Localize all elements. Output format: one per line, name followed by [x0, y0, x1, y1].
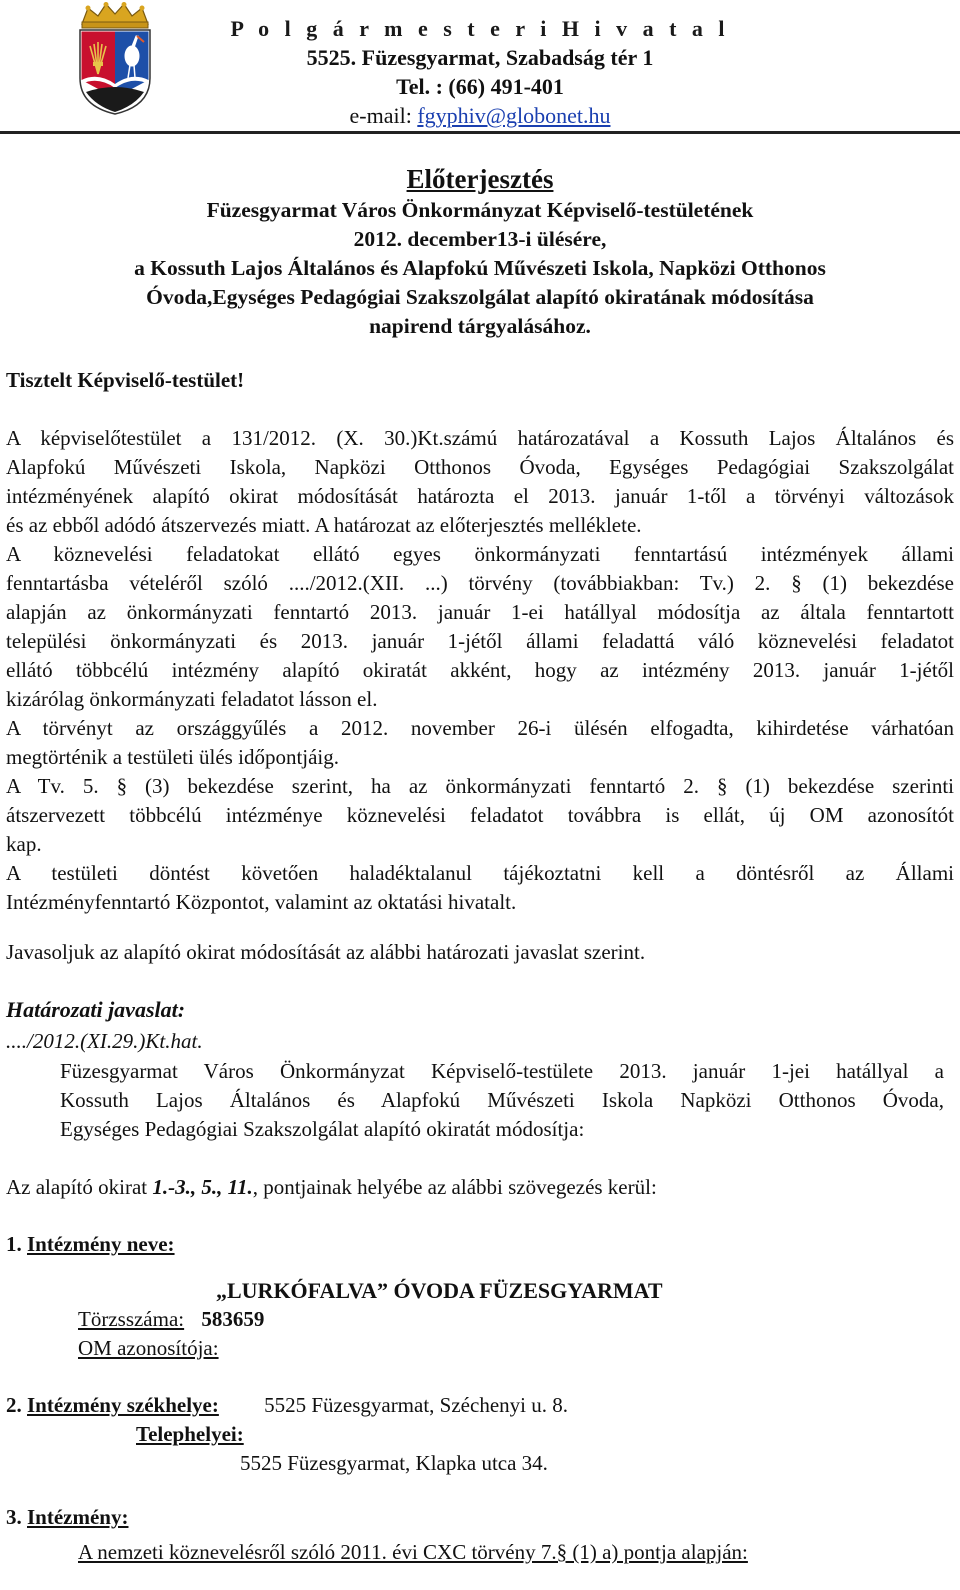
email-link[interactable]: fgyphiv@globonet.hu — [417, 103, 611, 128]
title-line: 2012. december13-i ülésére, — [353, 227, 607, 251]
title-line: Füzesgyarmat Város Önkormányzat Képviselő-testületének — [206, 198, 754, 222]
body-line: alapján az önkormányzati fenntartó 2013. január 1-ei hatállyal módosítja az általa fenntartott — [6, 600, 954, 624]
item-label: Intézmény székhelye: — [27, 1393, 219, 1417]
institution-name: „LURKÓFALVA” ÓVODA FÜZESGYARMAT — [216, 1278, 663, 1303]
seat-address: 5525 Füzesgyarmat, Széchenyi u. 8. — [264, 1393, 568, 1417]
document-heading: Előterjesztés — [406, 164, 554, 194]
office-phone: Tel. : (66) 491-401 — [396, 74, 564, 99]
om-row — [78, 1334, 678, 1363]
body-line: települési önkormányzati és 2013. január 1-jétől állami feladattá váló köznevelési feladatot — [6, 629, 954, 653]
points-suffix: , pontjainak helyébe az alábbi szövegezés kerül: — [252, 1175, 657, 1199]
points-line — [6, 1173, 954, 1202]
body-line: Alapfokú Művészeti Iskola, Napközi Otthonos Óvoda, Egységes Pedagógiai Szakszolgálat — [6, 455, 954, 479]
resolution-line: Kossuth Lajos Általános és Alapfokú Művészeti Iskola Napközi Otthonos Óvoda, — [60, 1088, 944, 1112]
body-text — [6, 424, 954, 917]
resolution-line: Füzesgyarmat Város Önkormányzat Képviselő-testülete 2013. január 1-jei hatállyal a — [60, 1059, 944, 1083]
title-line: Óvoda,Egységes Pedagógiai Szakszolgálat alapító okiratának módosítása — [146, 285, 814, 309]
body-line: Intézményfenntartó Központot, valamint az oktatási hivatalt. — [6, 890, 517, 914]
resolution-text — [60, 1057, 944, 1144]
points-prefix: Az alapító okirat — [6, 1175, 153, 1199]
resolution-number: ..../2012.(XI.29.)Kt.hat. — [6, 1029, 203, 1053]
om-label: OM azonosítója: — [78, 1336, 219, 1360]
registry-value: 583659 — [201, 1307, 265, 1331]
site-address: 5525 Füzesgyarmat, Klapka utca 34. — [240, 1451, 548, 1475]
office-email — [230, 101, 730, 130]
law-reference: A nemzeti köznevelésről szóló 2011. évi CXC törvény 7.§ (1) a) pontja alapján: — [78, 1540, 748, 1564]
item-number: 3. — [6, 1505, 27, 1529]
body-line: A képviselőtestület a 131/2012. (X. 30.)Kt.számú határozatával a Kossuth Lajos Általános és — [6, 426, 954, 450]
salutation: Tisztelt Képviselő-testület! — [6, 368, 245, 392]
body-line: A köznevelési feladatokat ellátó egyes önkormányzati fenntartású intézmények állami — [6, 542, 954, 566]
title-line: napirend tárgyalásához. — [369, 314, 591, 338]
office-name: P o l g á r m e s t e r i H i v a t a l — [230, 16, 730, 41]
item-number: 1. — [6, 1232, 27, 1256]
item-number: 2. — [6, 1393, 27, 1417]
body-line: fenntartásba vételéről szóló ..../2012.(XII. ...) törvény (továbbiakban: Tv.) 2. § (1) bekezdése — [6, 571, 954, 595]
resolution-heading: Határozati javaslat: — [6, 997, 186, 1022]
item-2-heading — [6, 1391, 954, 1420]
body-line: megtörténik a testületi ülés időpontjáig. — [6, 745, 340, 769]
points-list: 1.-3., 5., 11. — [152, 1175, 253, 1199]
proposal-intro: Javasoljuk az alapító okirat módosítását az alábbi határozati javaslat szerint. — [6, 940, 646, 964]
body-line: A Tv. 5. § (3) bekezdése szerint, ha az önkormányzati fenntartó 2. § (1) bekezdése szerinti — [6, 774, 954, 798]
item-label: Intézmény: — [27, 1505, 129, 1529]
body-line: kap. — [6, 832, 42, 856]
registry-row — [78, 1305, 678, 1334]
body-line: átszervezett többcélú intézménye köznevelési feladatot továbbra is ellát, új OM azonosítót — [6, 803, 954, 827]
body-line: kizárólag önkormányzati feladatot lásson el. — [6, 687, 378, 711]
item-1-heading — [6, 1230, 954, 1259]
body-line: ellátó többcélú intézmény alapító okiratát akként, hogy az intézmény 2013. január 1-jétől — [6, 658, 954, 682]
body-line: és az ebből adódó átszervezés miatt. A határozat az előterjesztés melléklete. — [6, 513, 642, 537]
header-divider — [0, 131, 960, 134]
registry-label: Törzsszáma: — [78, 1307, 185, 1331]
title-line: a Kossuth Lajos Általános és Alapfokú Művészeti Iskola, Napközi Otthonos — [134, 256, 826, 280]
coat-of-arms — [74, 2, 156, 116]
body-line: A testületi döntést követően haladéktalanul tájékoztatni kell a döntésről az Állami — [6, 861, 954, 885]
crown-icon — [82, 2, 148, 28]
item-label: Intézmény neve: — [27, 1232, 175, 1256]
email-label: e-mail: — [349, 103, 418, 128]
office-address: 5525. Füzesgyarmat, Szabadság tér 1 — [306, 45, 654, 70]
title-block — [10, 162, 950, 341]
body-line: A törvényt az országgyűlés a 2012. november 26-i ülésén elfogadta, kihirdetése várhatóan — [6, 716, 954, 740]
item-3-heading — [6, 1503, 954, 1532]
resolution-line: Egységes Pedagógiai Szakszolgálat alapító okiratát módosítja: — [60, 1117, 585, 1141]
body-line: intézményének alapító okirat módosítását határozta el 2013. január 1-től a törvényi változások — [6, 484, 954, 508]
sites-label: Telephelyei: — [136, 1422, 244, 1446]
